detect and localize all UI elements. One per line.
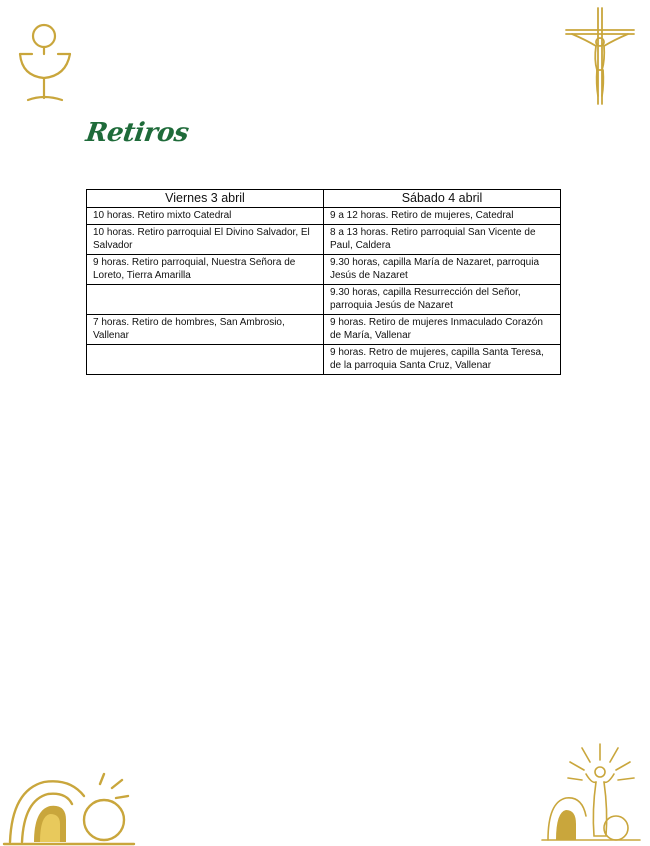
table-row bbox=[87, 314, 561, 344]
table-cell: 8 a 13 horas. Retiro parroquial San Vicente de Paul, Caldera bbox=[324, 224, 561, 254]
empty-tomb-icon bbox=[0, 770, 140, 846]
chalice-icon bbox=[14, 14, 76, 106]
table-row bbox=[87, 208, 561, 225]
table-cell: 10 horas. Retiro parroquial El Divino Salvador, El Salvador bbox=[87, 224, 324, 254]
column-header-saturday: Sábado 4 abril bbox=[324, 190, 561, 208]
table-cell: 9.30 horas, capilla Resurrección del Señor, parroquia Jesús de Nazaret bbox=[324, 284, 561, 314]
table-row bbox=[87, 284, 561, 314]
risen-christ-icon bbox=[540, 740, 642, 844]
table-cell: 9.30 horas, capilla María de Nazaret, parroquia Jesús de Nazaret bbox=[324, 254, 561, 284]
crucifix-icon bbox=[560, 4, 640, 108]
table-cell: 9 horas. Retiro de mujeres Inmaculado Corazón de María, Vallenar bbox=[324, 314, 561, 344]
table-cell: 9 horas. Retiro parroquial, Nuestra Señora de Loreto, Tierra Amarilla bbox=[87, 254, 324, 284]
column-header-friday: Viernes 3 abril bbox=[87, 190, 324, 208]
table-row bbox=[87, 344, 561, 374]
table-row bbox=[87, 254, 561, 284]
table-cell: 9 horas. Retro de mujeres, capilla Santa Teresa, de la parroquia Santa Cruz, Vallenar bbox=[324, 344, 561, 374]
table-cell: 7 horas. Retiro de hombres, San Ambrosio, Vallenar bbox=[87, 314, 324, 344]
page-title: Retiros bbox=[83, 118, 191, 148]
table-row bbox=[87, 224, 561, 254]
retreat-schedule-table bbox=[86, 189, 561, 375]
table-cell: 10 horas. Retiro mixto Catedral bbox=[87, 208, 324, 225]
table-header-row bbox=[87, 190, 561, 208]
table-cell bbox=[87, 344, 324, 374]
table-cell bbox=[87, 284, 324, 314]
table-cell: 9 a 12 horas. Retiro de mujeres, Catedral bbox=[324, 208, 561, 225]
